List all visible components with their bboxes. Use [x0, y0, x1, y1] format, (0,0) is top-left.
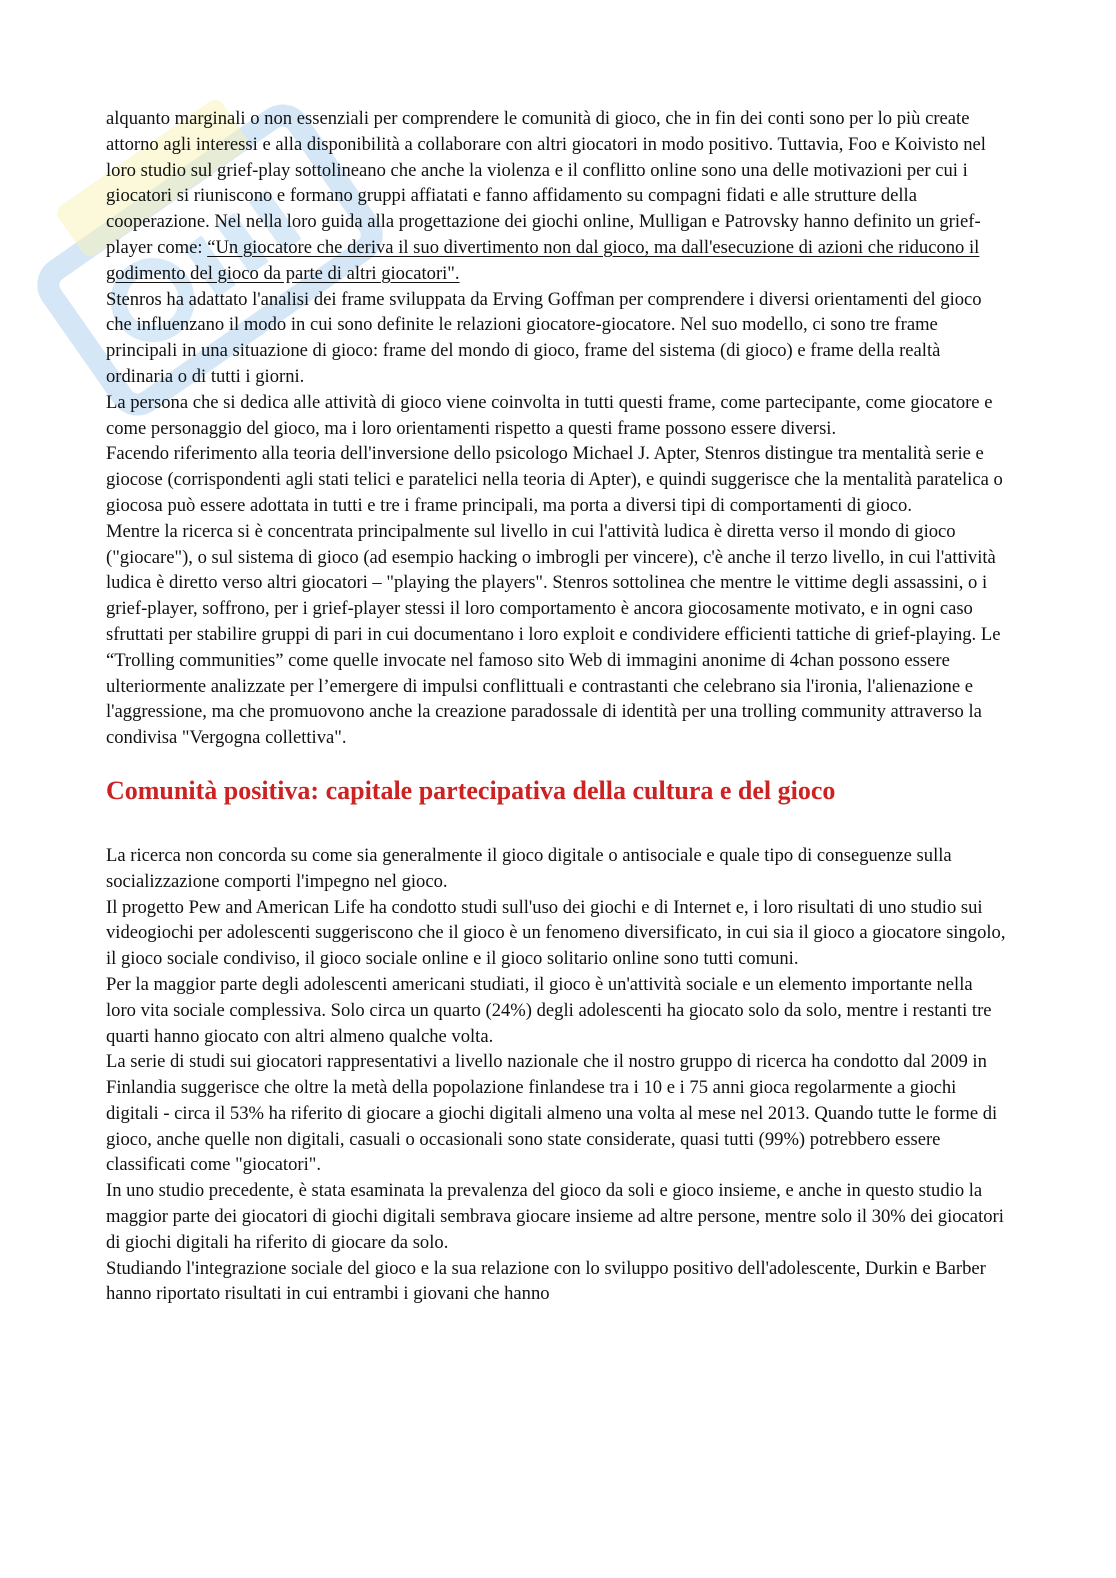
- paragraph-solo-vs-together: In uno studio precedente, è stata esaminata la prevalenza del gioco da soli e gioco insieme, e anche in questo studio la maggior parte dei giocatori di giochi digitali sembrava giocare insieme ad altre persone, mentre solo il 30% dei giocatori di giochi digitali ha riferito di giocare da solo.: [106, 1180, 1004, 1253]
- section-heading: Comunità positiva: capitale partecipativa della cultura e del gioco: [106, 775, 836, 805]
- paragraph-research-disagreement: La ricerca non concorda su come sia generalmente il gioco digitale o antisociale e quale tipo di conseguenze sulla socializzazione comporti l'impegno nel gioco.: [106, 844, 952, 892]
- paragraph-participation: La persona che si dedica alle attività di gioco viene coinvolta in tutti questi frame, come partecipante, come giocatore e come personaggio del gioco, ma i loro orientamenti rispetto a questi frame possono essere diversi.: [106, 391, 993, 439]
- paragraph-frames: Stenros ha adattato l'analisi dei frame sviluppata da Erving Goffman per comprendere i diversi orientamenti del gioco che influenzano il modo in cui sono definite le relazioni giocatore-giocatore. Nel suo modello, ci sono tre frame principali in una situazione di gioco: frame del mondo di gioco, frame del sistema (di gioco) e frame della realtà ordinaria o di tutti i giorni.: [106, 288, 982, 387]
- paragraph-apter-theory: Facendo riferimento alla teoria dell'inversione dello psicologo Michael J. Apter, Stenros distingue tra mentalità serie e giocose (corrispondenti agli stati telici e paratelici nella teoria di Apter), e quindi suggerisce che la mentalità paratelica o giocosa può essere adottata in tutti e tre i frame principali, ma porta a diversi tipi di comportamenti di gioco.: [106, 443, 1003, 516]
- paragraph-american-teens: Per la maggior parte degli adolescenti americani studiati, il gioco è un'attività sociale e un elemento importante nella loro vita sociale complessiva. Solo circa un quarto (24%) degli adolescenti ha giocato solo da solo, mentre i restanti tre quarti hanno giocato con altri almeno qualche volta.: [106, 973, 992, 1047]
- paragraph-grief-player: [106, 106, 1006, 287]
- paragraph-pew-study: Il progetto Pew and American Life ha condotto studi sull'uso dei giochi e di Internet e, i loro risultati di uno studio sui videogiochi per adolescenti suggeriscono che il gioco è un fenomeno diversificato, in cui sia il gioco a giocatore singolo, il gioco sociale condiviso, il gioco sociale online e il gioco solitario online sono tutti comuni.: [106, 896, 1006, 970]
- paragraph-playing-players: Mentre la ricerca si è concentrata principalmente sul livello in cui l'attività ludica è diretta verso il mondo di gioco ("giocare"), o sul sistema di gioco (ad esempio hacking o imbrogli per vincere), c'è anche il terzo livello, in cui l'attività ludica è diretto verso altri giocatori – "playing the players". Stenros sottolinea che mentre le vittime degli assassini, o i grief-player, soffrono, per i grief-player stessi il loro comportamento è ancora giocosamente motivato, e in ogni caso sfruttati per stabilire gruppi di pari in cui documentano i loro exploit e condividere efficienti tattiche di grief-playing. Le “Trolling communities” come quelle invocate nel famoso sito Web di immagini anonime di 4chan possono essere ulteriormente analizzate per l’emergere di impulsi conflittuali e contrastanti che celebrano sia l'ironia, l'alienazione e l'aggressione, ma che promuovono anche la creazione paradossale di identità per una trolling community attraverso la condivisa "Vergogna collettiva".: [106, 520, 1001, 749]
- document-body: [106, 106, 1006, 1307]
- paragraph-text: alquanto marginali o non essenziali per comprendere le comunità di gioco, che in fin dei conti sono per lo più create attorno agli interessi e alla disponibilità a collaborare con altri giocatori in modo positivo. Tuttavia, Foo e Koivisto nel loro studio sul grief-play sottolineano che anche la violenza e il conflitto online sono una delle motivazioni per cui i giocatori si riuniscono e formano gruppi affiatati e fanno affidamento su compagni fidati e alle strutture della cooperazione. Nel nella loro guida alla progettazione dei giochi online, Mulligan e Patrovsky hanno definito un grief-player come:: [106, 108, 986, 258]
- paragraph-durkin-barber: Studiando l'integrazione sociale del gioco e la sua relazione con lo sviluppo positivo dell'adolescente, Durkin e Barber hanno riportato risultati in cui entrambi i giovani che hanno: [106, 1257, 986, 1305]
- paragraph-finland-study: La serie di studi sui giocatori rappresentativi a livello nazionale che il nostro gruppo di ricerca ha condotto dal 2009 in Finlandia suggerisce che oltre la metà della popolazione finlandese tra i 10 e i 75 anni gioca regolarmente a giochi digitali - circa il 53% ha riferito di giocare a giochi digitali almeno una volta al mese nel 2013. Quando tutte le forme di gioco, anche quelle non digitali, casuali o occasionali sono state considerate, quasi tutti (99%) potrebbero essere classificati come "giocatori".: [106, 1051, 998, 1176]
- grief-player-quote: “Un giocatore che deriva il suo divertimento non dal gioco, ma dall'esecuzione di azioni che riducono il godimento del gioco da parte di altri giocatori".: [106, 236, 980, 284]
